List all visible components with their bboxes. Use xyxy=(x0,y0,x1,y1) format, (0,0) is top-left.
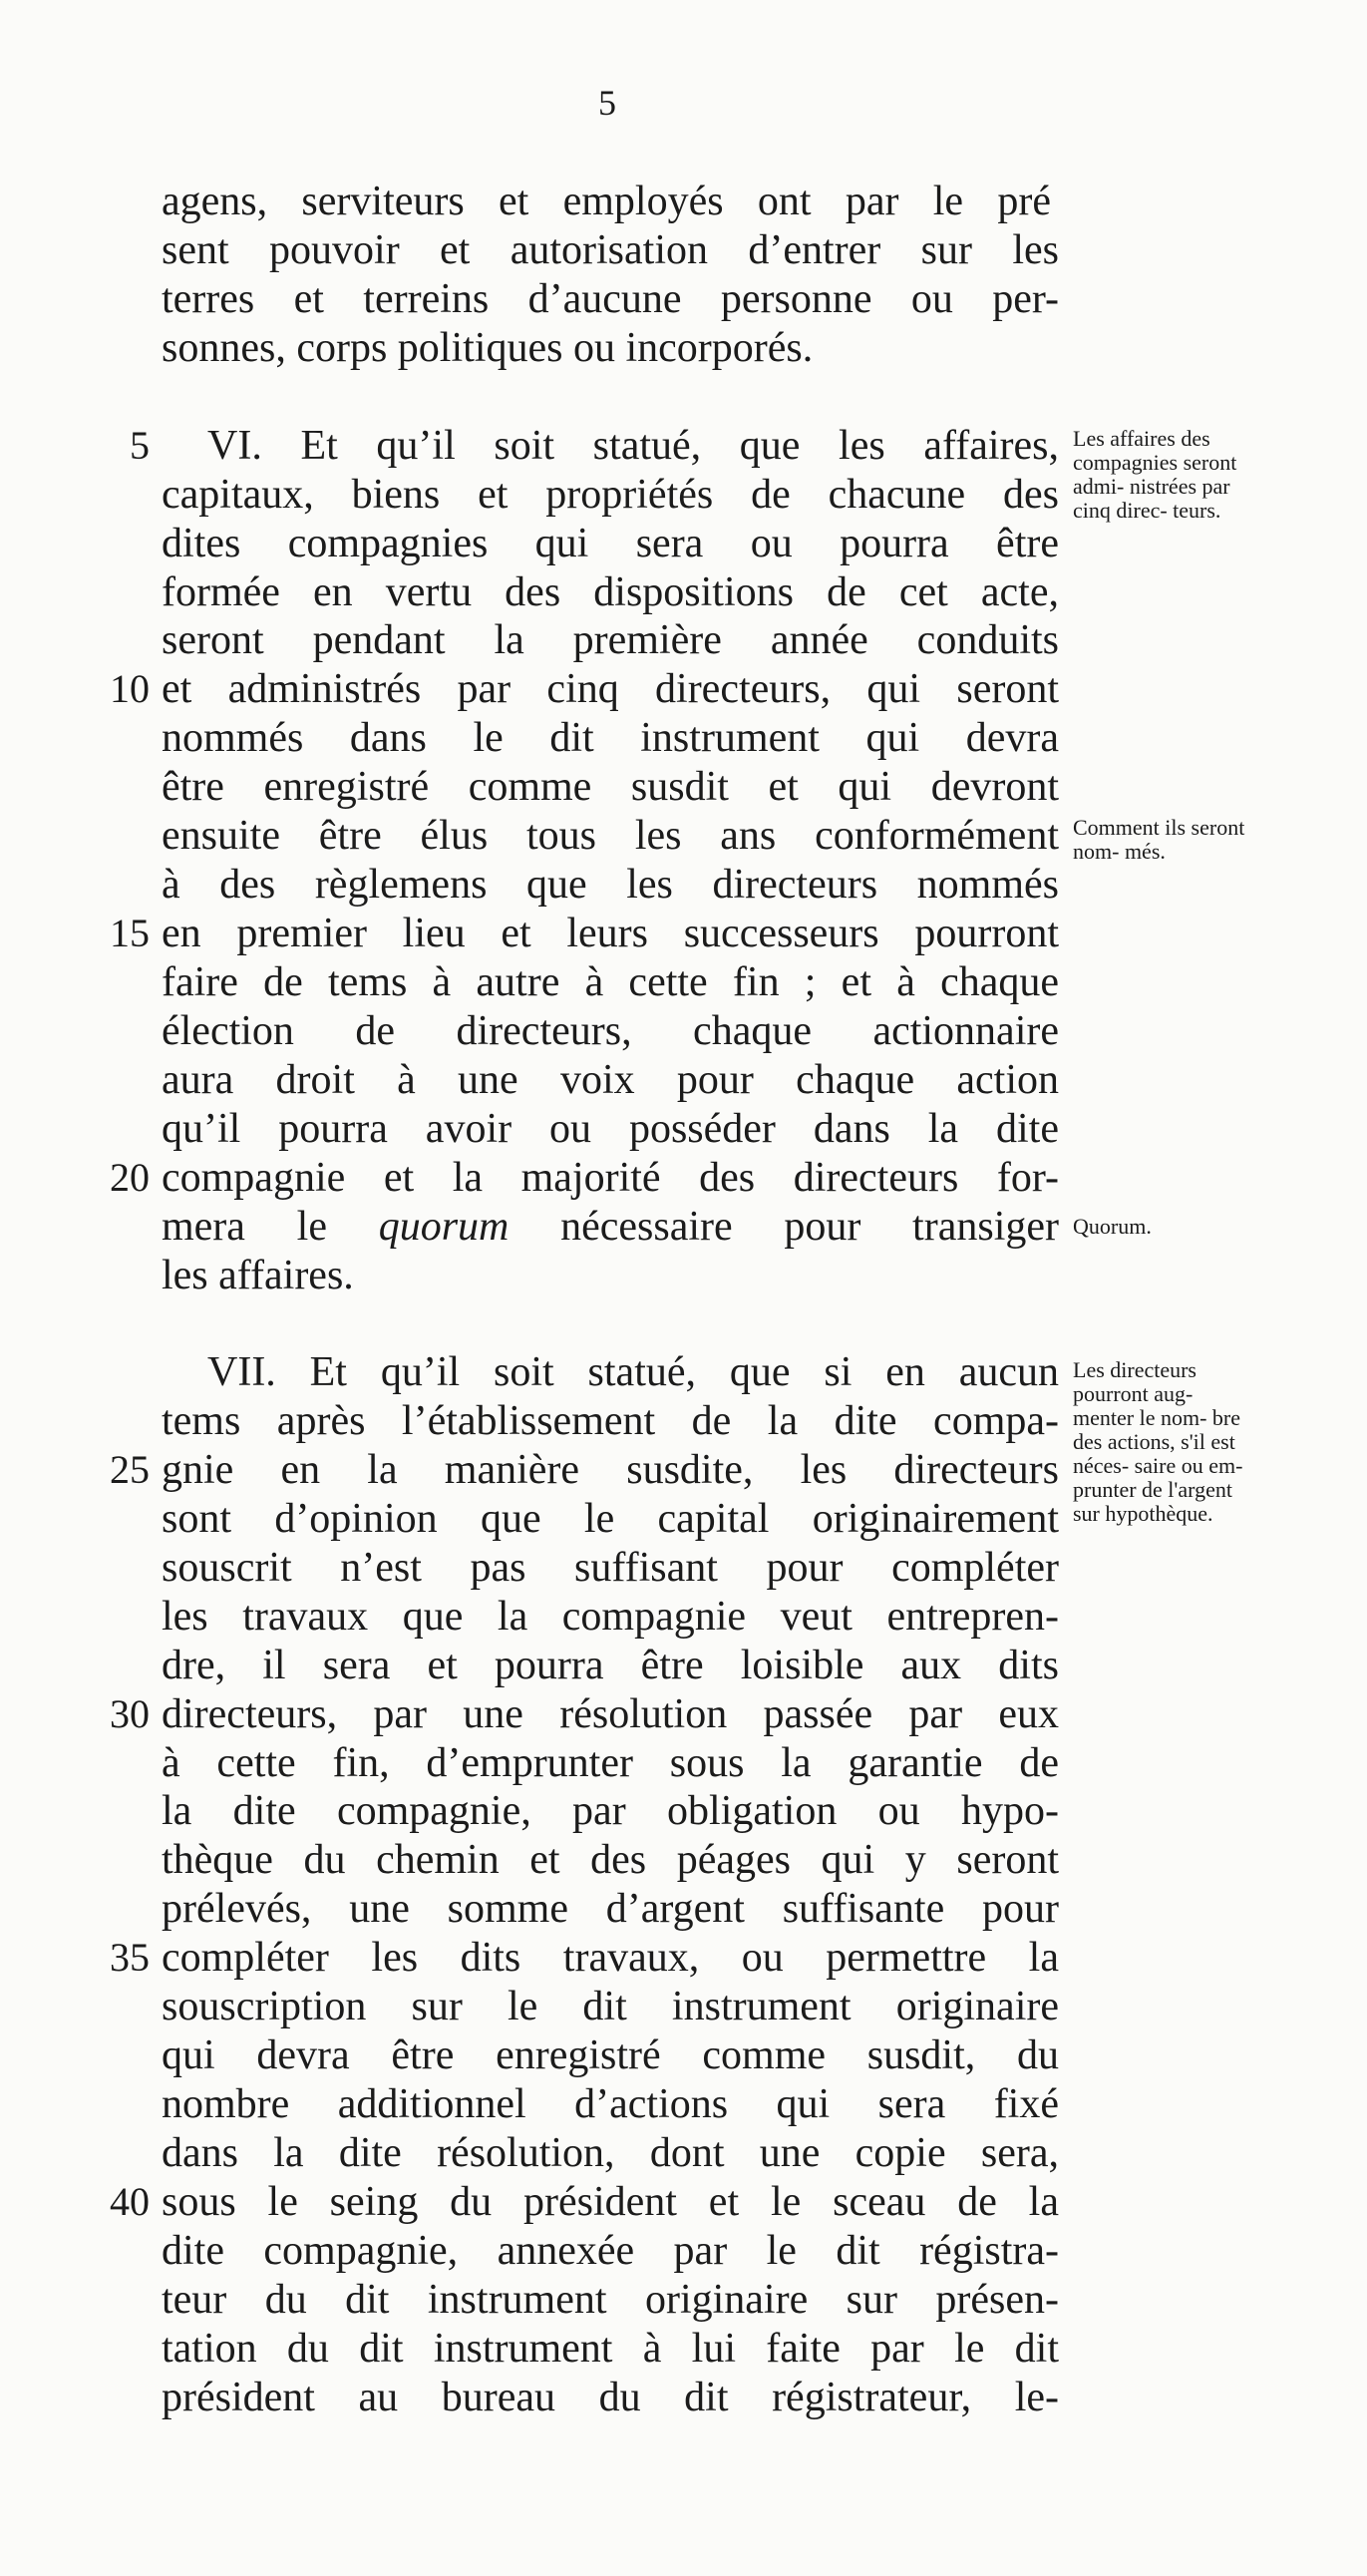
text-line: président au bureau du dit régistrateur, le- xyxy=(162,2375,1059,2420)
line-number-35: 35 xyxy=(110,1935,150,1980)
text-line: compléter les dits travaux, ou permettre la xyxy=(162,1935,1059,1981)
quorum-word: quorum xyxy=(378,1204,510,1250)
text-line: gnie en la manière susdite, les directeurs xyxy=(162,1447,1059,1493)
text-fragment: nécessaire pour transiger xyxy=(509,1204,1059,1250)
text-line: sous le seing du président et le sceau de la xyxy=(162,2179,1059,2225)
text-line: VII. Et qu’il soit statué, que si en aucun xyxy=(207,1349,1059,1395)
text-line: thèque du chemin et des péages qui y seront xyxy=(162,1837,1059,1883)
text-line: compagnie et la majorité des directeurs for- xyxy=(162,1155,1059,1201)
line-number-25: 25 xyxy=(110,1447,150,1492)
line-number-20: 20 xyxy=(110,1155,150,1200)
text-line: dite compagnie, annexée par le dit régistra- xyxy=(162,2228,1059,2274)
text-line: dre, il sera et pourra être loisible aux dits xyxy=(162,1643,1059,1688)
line-number-30: 30 xyxy=(110,1691,150,1736)
text-line: agens, serviteurs et employés ont par le pré xyxy=(162,179,1051,224)
page-number: 5 xyxy=(598,83,616,123)
margin-note-election: Comment ils seront nom- més. xyxy=(1073,815,1245,864)
margin-note-quorum: Quorum. xyxy=(1073,1214,1152,1239)
text-line: faire de tems à autre à cette fin ; et à chaque xyxy=(162,959,1059,1005)
text-line: dans la dite résolution, dont une copie sera, xyxy=(162,2130,1059,2176)
text-line: souscrit n’est pas suffisant pour compléter xyxy=(162,1545,1059,1591)
text-line: qui devra être enregistré comme susdit, du xyxy=(162,2032,1059,2078)
text-line: aura droit à une voix pour chaque action xyxy=(162,1057,1059,1103)
text-line: à cette fin, d’emprunter sous la garantie de xyxy=(162,1740,1059,1786)
text-line: en premier lieu et leurs successeurs pourront xyxy=(162,911,1059,956)
text-line: sent pouvoir et autorisation d’entrer sur les xyxy=(162,227,1059,273)
text-line: VI. Et qu’il soit statué, que les affaires, xyxy=(207,423,1059,469)
text-line: formée en vertu des dispositions de cet acte, xyxy=(162,569,1059,615)
text-line: prélevés, une somme d’argent suffisante pour xyxy=(162,1886,1059,1932)
text-line: teur du dit instrument originaire sur présen- xyxy=(162,2277,1059,2323)
text-line: capitaux, biens et propriétés de chacune des xyxy=(162,472,1059,518)
line-number-40: 40 xyxy=(110,2179,150,2224)
text-line: à des règlemens que les directeurs nommés xyxy=(162,862,1059,908)
text-line: tems après l’établissement de la dite compa- xyxy=(162,1398,1059,1444)
text-line: les travaux que la compagnie veut entrepren- xyxy=(162,1594,1059,1640)
text-line: directeurs, par une résolution passée par eux xyxy=(162,1691,1059,1737)
text-line: qu’il pourra avoir ou posséder dans la dite xyxy=(162,1106,1059,1152)
text-line: terres et terreins d’aucune personne ou per- xyxy=(162,276,1059,322)
text-line: ensuite être élus tous les ans conformément xyxy=(162,813,1059,859)
text-line: nombre additionnel d’actions qui sera fixé xyxy=(162,2081,1059,2127)
text-line: seront pendant la première année conduits xyxy=(162,617,1059,663)
line-number-10: 10 xyxy=(110,666,150,711)
text-line: tation du dit instrument à lui faite par le dit xyxy=(162,2326,1059,2372)
margin-note-emprunt: Les directeurs pourront aug- menter le nom- bre des actions, s'il est néces- saire ou em- prunter de l'argent sur hypothèque. xyxy=(1073,1357,1243,1526)
text-line xyxy=(162,1203,1059,1251)
text-line: sont d’opinion que le capital originairement xyxy=(162,1496,1059,1542)
line-number-5: 5 xyxy=(130,423,150,468)
line-number-15: 15 xyxy=(110,911,150,955)
text-line: souscription sur le dit instrument originaire xyxy=(162,1984,1059,2029)
margin-note-affaires: Les affaires des compagnies seront admi- nistrées par cinq direc- teurs. xyxy=(1073,426,1237,523)
text-line: être enregistré comme susdit et qui devront xyxy=(162,764,1059,810)
text-line: nommés dans le dit instrument qui devra xyxy=(162,715,1059,761)
text-line: et administrés par cinq directeurs, qui seront xyxy=(162,666,1059,712)
text-line: sonnes, corps politiques ou incorporés. xyxy=(162,325,814,371)
text-line: les affaires. xyxy=(162,1253,354,1298)
text-line: élection de directeurs, chaque actionnaire xyxy=(162,1008,1059,1054)
text-line: dites compagnies qui sera ou pourra être xyxy=(162,521,1059,566)
text-line: la dite compagnie, par obligation ou hypo- xyxy=(162,1788,1059,1834)
text-fragment: mera le xyxy=(162,1204,379,1250)
